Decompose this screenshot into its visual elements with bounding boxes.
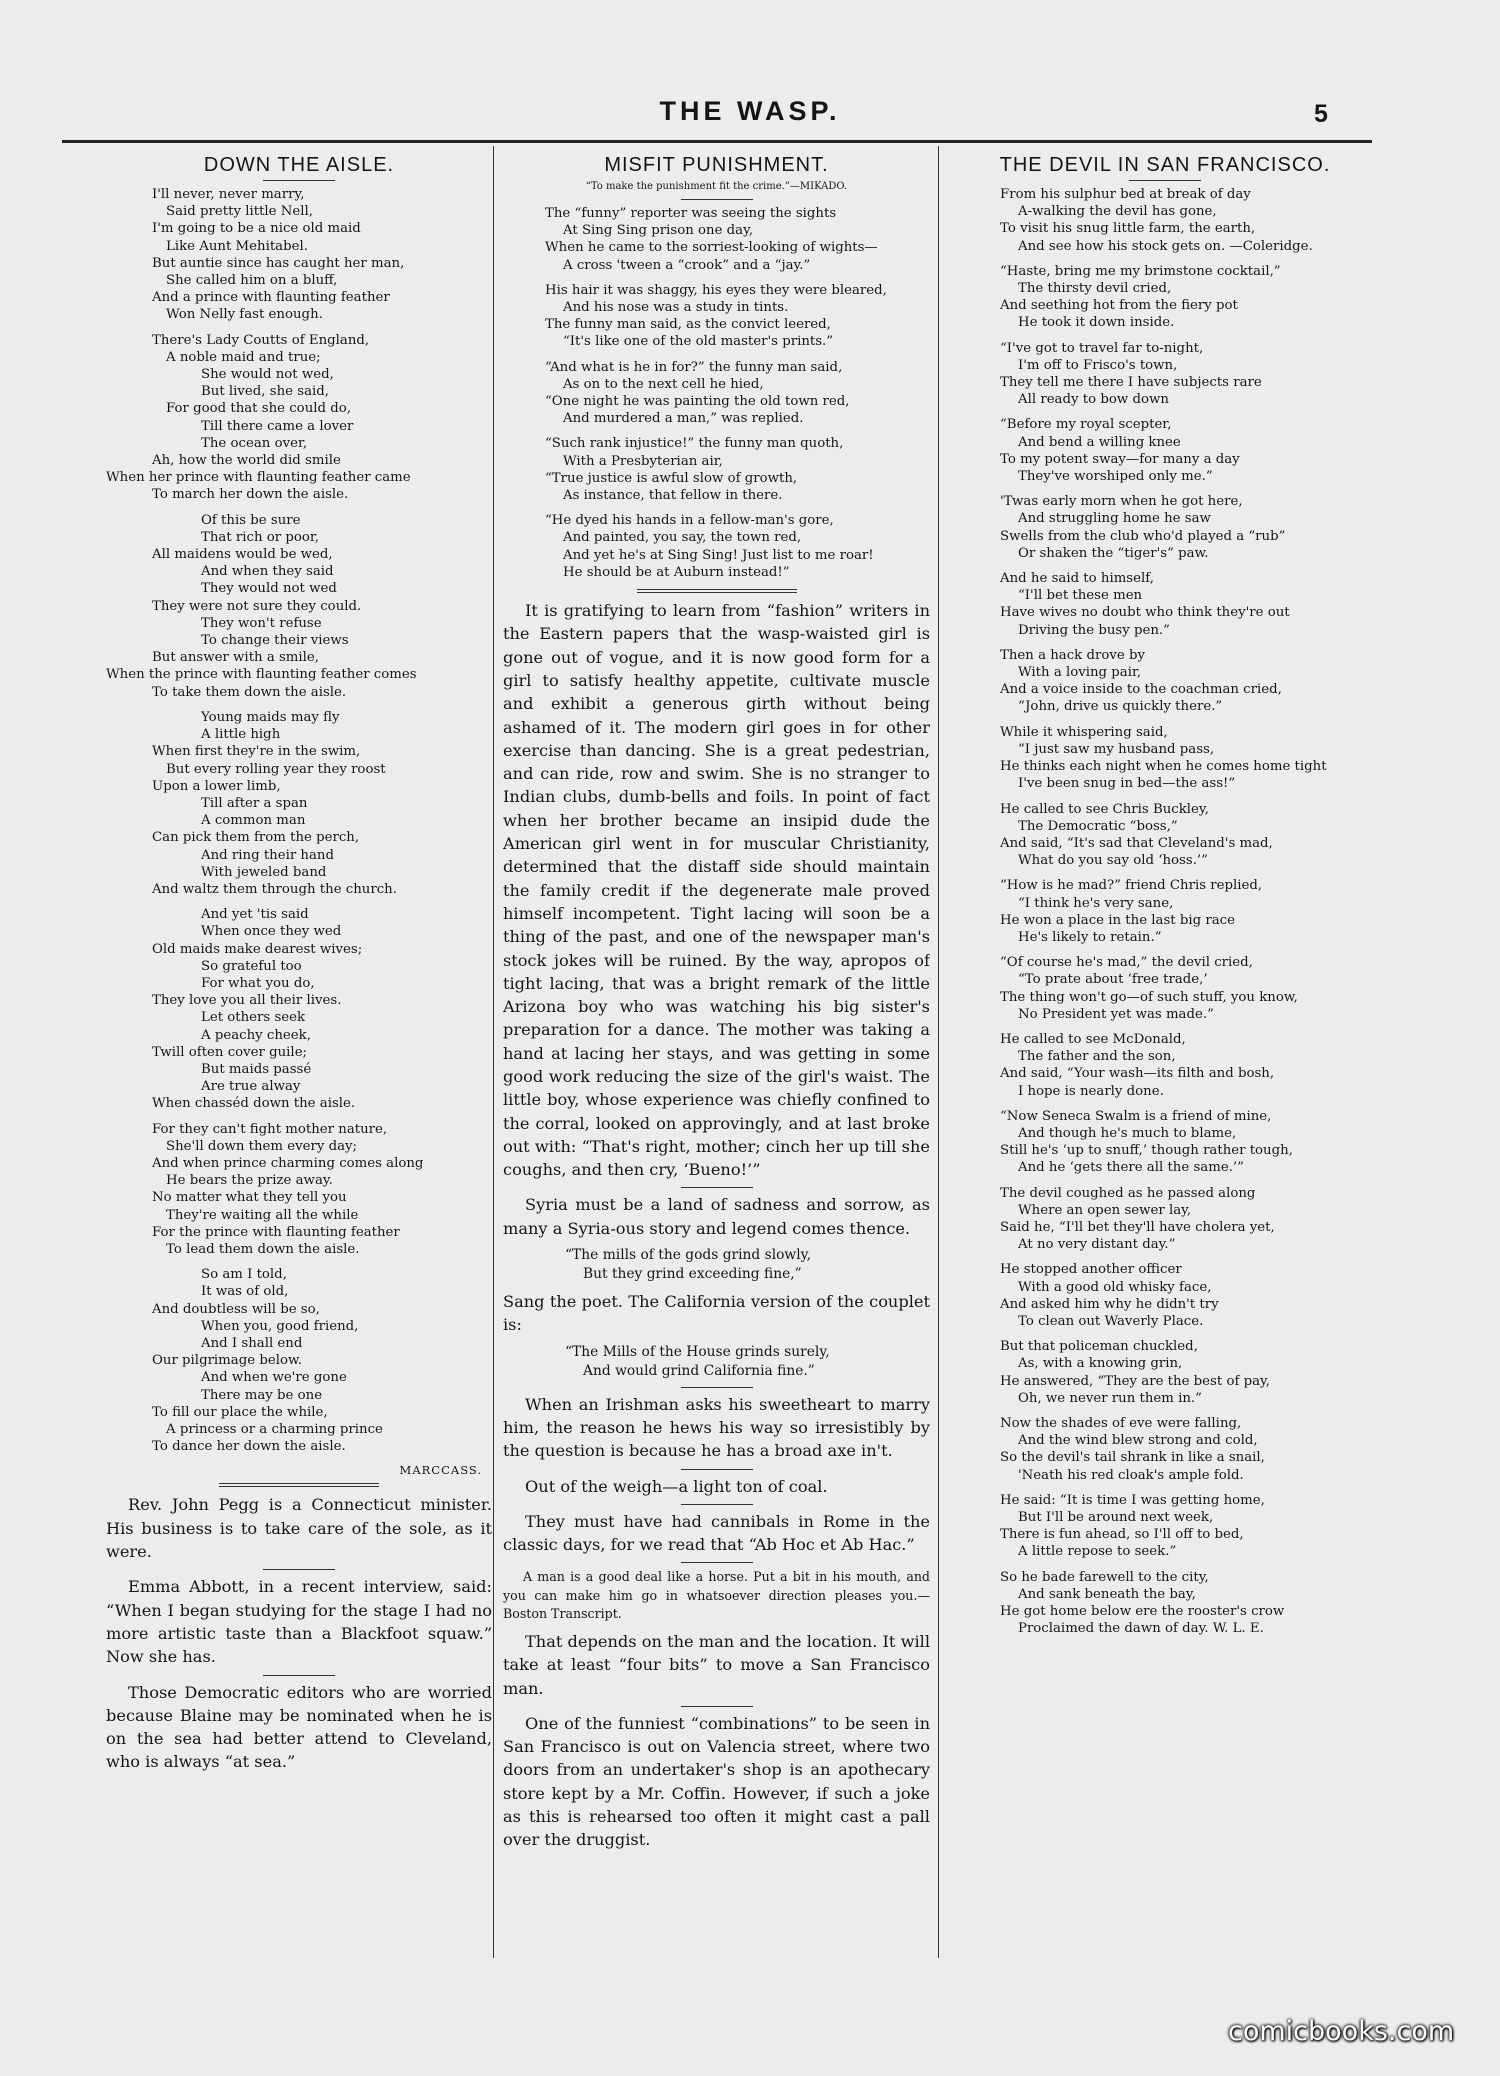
verse-line: And his nose was a study in tints. <box>563 300 789 316</box>
verse-line: To lead them down the aisle. <box>166 1241 360 1257</box>
verse-line: She would not wed, <box>201 367 334 383</box>
verse-line: They love you all their lives. <box>152 993 342 1009</box>
verse-line: With a good old whisky face, <box>1018 1279 1212 1295</box>
verse-line: Swells from the club who'd played a “rub” <box>1000 528 1286 544</box>
item-rule <box>681 1504 753 1505</box>
stanza <box>106 709 492 898</box>
verse-line: No matter what they tell you <box>152 1190 347 1206</box>
verse-line: And bend a willing knee <box>1018 434 1181 450</box>
verse-line: And yet 'tis said <box>201 907 309 923</box>
verse-line: And asked him why he didn't try <box>1000 1296 1219 1312</box>
paragraph-cannibals: They must have had cannibals in Rome in the classic days, for we read that “Ab Hoc et Ab Hac.” <box>503 1511 930 1555</box>
verse-line: Of this be sure <box>201 512 301 528</box>
verse-line: “How is he mad?” friend Chris replied, <box>1000 878 1263 894</box>
verse-line: They're waiting all the while <box>166 1207 359 1223</box>
verse-line: He bears the prize away. <box>166 1173 333 1189</box>
verse-line: “One night he was painting the old town red, <box>545 394 850 410</box>
verse-line: And murdered a man,” was replied. <box>563 411 804 427</box>
verse-line: And see how his stock gets on. —Coleridge. <box>1018 238 1313 254</box>
verse-line: All maidens would be wed, <box>152 547 333 563</box>
verse-line: “True justice is awful slow of growth, <box>545 470 798 486</box>
stanza <box>960 801 1370 870</box>
verse-line: There's Lady Coutts of England, <box>152 332 370 348</box>
verse-line: And doubtless will be so, <box>152 1301 320 1317</box>
stanza <box>960 954 1370 1023</box>
verse-line: To clean out Waverly Place. <box>1018 1313 1204 1329</box>
verse-line: The thing won't go—of such stuff, you know, <box>1000 989 1298 1005</box>
section-rule <box>219 1483 379 1487</box>
verse-line: But they grind exceeding fine,” <box>583 1266 802 1283</box>
verse-line: That rich or poor, <box>201 529 320 545</box>
stanza <box>960 724 1370 793</box>
verse-line: He answered, “They are the best of pay, <box>1000 1373 1271 1389</box>
verse-line: She called him on a bluff, <box>166 273 338 289</box>
verse-line: And yet he's at Sing Sing! Just list to me roar! <box>563 547 874 563</box>
stanza <box>960 570 1370 639</box>
poem-title-down-the-aisle: DOWN THE AISLE. <box>203 154 395 176</box>
verse-line: And ring their hand <box>201 847 334 863</box>
verse-line: Won Nelly fast enough. <box>166 307 323 323</box>
verse-line: With jeweled band <box>201 864 327 880</box>
paragraph-john-pegg: Rev. John Pegg is a Connecticut minister. His business is to take care of the sole, as it were. <box>106 1495 492 1562</box>
verse-line: The “funny” reporter was seeing the sights <box>545 206 837 221</box>
verse-line: He stopped another officer <box>1000 1262 1182 1278</box>
quote-mills-of-the-gods <box>503 1246 930 1284</box>
verse-line: “I'll bet these men <box>1018 588 1143 604</box>
item-rule <box>681 1387 753 1388</box>
poem-down-the-aisle <box>106 186 492 1455</box>
paragraph-emma-abbott: Emma Abbott, in a recent interview, said: “When I began studying for the stage I had no more artistic taste than a Blackfoot squaw.” Now she has. <box>106 1577 492 1667</box>
verse-line: Let others seek <box>201 1010 306 1026</box>
verse-line: “Now Seneca Swalm is a friend of mine, <box>1000 1108 1272 1124</box>
verse-line: Oh, we never run them in.” <box>1018 1390 1202 1406</box>
paragraph-democratic-editors: Those Democratic editors who are worried because Blaine may be nominated when he is on the sea had better attend to Cleveland, who is always “at sea.” <box>106 1682 492 1772</box>
verse-line: The ocean over, <box>201 435 308 451</box>
column-divider-right <box>938 146 939 1958</box>
verse-line: They won't refuse <box>201 615 322 631</box>
stanza <box>960 1338 1370 1407</box>
verse-line: Where an open sewer lay, <box>1018 1202 1192 1218</box>
verse-line: A-walking the devil has gone, <box>1018 204 1217 220</box>
title-rule <box>263 180 335 181</box>
verse-line: They tell me there I have subjects rare <box>1000 375 1262 391</box>
verse-line: And waltz them through the church. <box>152 881 397 897</box>
verse-line: But maids passé <box>201 1061 312 1077</box>
verse-line: So grateful too <box>201 958 302 974</box>
verse-line: They were not sure they could. <box>152 598 362 614</box>
epigraph: “To make the punishment fit the crime.”—MIKADO. <box>585 181 848 192</box>
verse-line: But lived, she said, <box>201 384 329 400</box>
verse-line: Still he's ‘up to snuff,’ though rather tough, <box>1000 1143 1293 1159</box>
verse-line: And sank beneath the bay, <box>1018 1586 1196 1602</box>
verse-line: To march her down the aisle. <box>152 487 349 503</box>
paragraph-horse-quote: A man is a good deal like a horse. Put a bit in his mouth, and you can make him go in whatsoever direction pleases you.—Boston Transcript. <box>503 1569 930 1622</box>
verse-line: And would grind California fine.” <box>583 1362 815 1379</box>
paragraph-wasp-waisted-girl: It is gratifying to learn from “fashion” writers in the Eastern papers that the wasp-waisted girl is gone out of vogue, and it is now good form for a girl to satisfy healthy appetite, cultivate muscle and exhibit a generous girth without being ashamed of it. The modern girl goes in for other exercise than dancing. She is a great pedestrian, and can ride, row and swim. She is no stranger to Indian clubs, dumb-bells and foils. In point of fact when her brother became an insipid dude the American girl went in for muscular Christianity, determined that the distaff side should maintain the family credit if the degenerate male proved himself incompetent. Tight lacing will soon be a thing of the past, and one of the newspaper man's stock jokes will be ruined. By the way, apropos of tight lacing, that was a bright remark of the little Arizona boy who was watching his big sister's preparation for a dance. The mother was taking a hand at lacing her stays, and was getting in some good work reducing the size of the girl's waist. The little boy, whose experience was chiefly confined to the corral, looked on approvingly, and at last broke out with: “That's right, mother; cinch her up till she coughs, and then cry, ‘Bueno!’” <box>503 601 930 1180</box>
verse-line: “The Mills of the House grinds surely, <box>565 1343 830 1360</box>
verse-line: I hope is nearly done. <box>1018 1083 1164 1099</box>
section-rule <box>637 589 797 593</box>
verse-line: 'Twas early morn when he got here, <box>1000 494 1243 510</box>
verse-line: To take them down the aisle. <box>152 684 347 700</box>
verse-line: And he said to himself, <box>1000 571 1154 587</box>
verse-line: And though he's much to blame, <box>1018 1125 1237 1141</box>
stanza <box>960 1492 1370 1561</box>
verse-line: “I think he's very sane, <box>1018 895 1174 911</box>
column-devil-in-san-francisco <box>960 154 1370 1970</box>
verse-line: But answer with a smile, <box>152 650 320 666</box>
poem-signature: MARCCASS. <box>399 1463 482 1478</box>
verse-line: Old maids make dearest wives; <box>152 941 363 957</box>
verse-line: They've worshiped only me.” <box>1018 469 1213 485</box>
verse-line: As instance, that fellow in there. <box>563 488 783 504</box>
verse-line: With a loving pair, <box>1018 665 1142 681</box>
verse-line: He should be at Auburn instead!” <box>563 564 790 580</box>
verse-line: And I shall end <box>201 1336 303 1351</box>
verse-line: And he ‘gets there all the same.’” <box>1018 1160 1244 1176</box>
verse-line: For they can't fight mother nature, <box>152 1121 388 1137</box>
verse-line: The father and the son, <box>1018 1049 1176 1065</box>
paragraph-weigh: Out of the weigh—a light ton of coal. <box>525 1476 828 1496</box>
verse-line: And struggling home he saw <box>1018 511 1211 527</box>
verse-line: Till there came a lover <box>201 418 354 434</box>
verse-line: And said, “It's sad that Cleveland's mad, <box>1000 835 1273 851</box>
verse-line: Proclaimed the dawn of day. W. L. E. <box>1018 1621 1264 1637</box>
verse-line: She'll down them every day; <box>166 1138 358 1154</box>
stanza <box>106 332 492 504</box>
stanza <box>960 416 1370 485</box>
verse-line: “Such rank injustice!” the funny man quoth, <box>545 436 844 452</box>
poem-title-devil-in-san-francisco: THE DEVIL IN SAN FRANCISCO. <box>999 154 1331 176</box>
stanza <box>960 1185 1370 1254</box>
verse-line: A common man <box>201 813 306 829</box>
paragraph-syria: Syria must be a land of sadness and sorrow, as many a Syria-ous story and legend comes thence. <box>503 1195 930 1238</box>
item-rule <box>263 1569 335 1570</box>
verse-line: A peachy cheek, <box>201 1027 311 1043</box>
stanza <box>503 359 930 428</box>
column-down-the-aisle <box>106 154 492 1980</box>
verse-line: To my potent sway—for many a day <box>1000 451 1240 467</box>
stanza <box>503 282 930 351</box>
verse-line: Twill often cover guile; <box>152 1044 308 1060</box>
title-rule <box>681 199 753 200</box>
verse-line: As, with a knowing grin, <box>1018 1356 1183 1372</box>
verse-line: “It's like one of the old master's prints.” <box>563 334 834 350</box>
poem-title-misfit-punishment: MISFIT PUNISHMENT. <box>604 154 829 176</box>
verse-line: So am I told, <box>201 1267 287 1283</box>
verse-line: He thinks each night when he comes home tight <box>1000 759 1327 775</box>
verse-line: As on to the next cell he hied, <box>563 376 764 392</box>
stanza <box>960 647 1370 716</box>
verse-line: So the devil's tail shrank in like a snail, <box>1000 1450 1265 1466</box>
verse-line: He got home below ere the rooster's crow <box>1000 1604 1285 1620</box>
verse-line: His hair it was shaggy, his eyes they were bleared, <box>545 282 887 298</box>
stanza <box>106 1121 492 1259</box>
verse-line: And a voice inside to the coachman cried, <box>1000 682 1282 698</box>
stanza <box>960 263 1370 332</box>
verse-line: At Sing Sing prison one day, <box>563 223 754 239</box>
verse-line: To fill our place the while, <box>152 1404 328 1420</box>
verse-line: “John, drive us quickly there.” <box>1018 699 1223 715</box>
verse-line: I've been snug in bed—the ass!” <box>1018 776 1236 792</box>
verse-line: And painted, you say, the town red, <box>563 530 802 546</box>
column-divider-left <box>493 146 494 1958</box>
stanza <box>106 1266 492 1455</box>
verse-line: Like Aunt Mehitabel. <box>166 238 308 254</box>
verse-line: And when they said <box>201 564 334 580</box>
verse-line: No President yet was made.” <box>1018 1006 1214 1022</box>
stanza <box>960 493 1370 562</box>
verse-line: He's likely to retain.” <box>1018 929 1162 945</box>
verse-line: For good that she could do, <box>166 401 351 417</box>
stanza <box>960 340 1370 409</box>
masthead-title: THE WASP. <box>659 96 841 126</box>
verse-line: When the prince with flaunting feather comes <box>106 667 417 683</box>
verse-line: For the prince with flaunting feather <box>152 1224 400 1240</box>
verse-line: But auntie since has caught her man, <box>152 255 405 271</box>
verse-line: From his sulphur bed at break of day <box>1000 187 1251 202</box>
verse-line: “I've got to travel far to-night, <box>1000 340 1204 356</box>
stanza <box>960 1031 1370 1100</box>
verse-line: There is fun ahead, so I'll off to bed, <box>1000 1527 1244 1543</box>
stanza <box>503 205 930 274</box>
verse-line: Said he, “I'll bet they'll have cholera yet, <box>1000 1219 1275 1235</box>
stanza <box>960 1569 1370 1638</box>
verse-line: I'm off to Frisco's town, <box>1018 357 1178 373</box>
verse-line: But every rolling year they roost <box>166 761 386 777</box>
verse-line: And when we're gone <box>201 1370 347 1386</box>
verse-line: He took it down inside. <box>1018 315 1175 331</box>
item-rule <box>681 1562 753 1563</box>
verse-line: “The mills of the gods grind slowly, <box>565 1247 812 1264</box>
verse-line: “Of course he's mad,” the devil cried, <box>1000 955 1253 971</box>
verse-line: Said pretty little Nell, <box>166 204 313 220</box>
stanza <box>960 877 1370 946</box>
verse-line: What do you say old ‘hoss.’” <box>1018 853 1208 869</box>
verse-line: Driving the busy pen.” <box>1018 622 1170 638</box>
verse-line: Then a hack drove by <box>1000 647 1145 663</box>
poem-devil-in-san-francisco <box>960 186 1370 1637</box>
stanza <box>106 512 492 701</box>
verse-line: “He dyed his hands in a fellow-man's gore, <box>545 513 834 529</box>
verse-line: Young maids may fly <box>201 709 340 725</box>
verse-line: He won a place in the last big race <box>1000 912 1235 928</box>
verse-line: When her prince with flaunting feather came <box>106 470 411 486</box>
quote-mills-of-the-house <box>503 1343 930 1381</box>
verse-line: 'Neath his red cloak's ample fold. <box>1018 1467 1244 1483</box>
site-watermark: comicbooks.com <box>1228 2016 1455 2047</box>
verse-line: But that policeman chuckled, <box>1000 1339 1198 1355</box>
verse-line: Have wives no doubt who think they're out <box>1000 605 1290 621</box>
column-misfit-punishment <box>503 154 930 1964</box>
verse-line: The devil coughed as he passed along <box>1000 1185 1256 1201</box>
verse-line: And said, “Your wash—its filth and bosh, <box>1000 1066 1275 1082</box>
verse-line: “Before my royal scepter, <box>1000 417 1172 433</box>
stanza <box>503 435 930 504</box>
stanza <box>960 1415 1370 1484</box>
verse-line: When you, good friend, <box>201 1318 359 1334</box>
verse-line: But I'll be around next week, <box>1018 1510 1214 1526</box>
item-rule <box>681 1469 753 1470</box>
verse-line: Now the shades of eve were falling, <box>1000 1416 1242 1431</box>
title-rule <box>1129 180 1201 181</box>
verse-line: A cross 'tween a “crook” and a “jay.” <box>563 257 811 273</box>
verse-line: He said: “It is time I was getting home, <box>1000 1492 1265 1508</box>
verse-line: He called to see Chris Buckley, <box>1000 801 1209 817</box>
stanza <box>960 1108 1370 1177</box>
verse-line: They would not wed <box>201 581 337 597</box>
verse-line: At no very distant day.” <box>1018 1237 1176 1253</box>
verse-line: Are true alway <box>201 1079 301 1095</box>
verse-line: “And what is he in for?” the funny man said, <box>545 359 843 375</box>
item-rule <box>681 1706 753 1707</box>
verse-line: “To prate about ‘free trade,’ <box>1018 972 1208 988</box>
verse-line: And when prince charming comes along <box>152 1155 424 1171</box>
verse-line: The funny man said, as the convict leered, <box>545 317 831 333</box>
verse-line: It was of old, <box>201 1284 289 1300</box>
stanza <box>106 906 492 1112</box>
verse-line: For what you do, <box>201 975 315 991</box>
verse-line: I'm going to be a nice old maid <box>152 221 361 237</box>
verse-line: When he came to the sorriest-looking of wights— <box>545 240 878 256</box>
page-number: 5 <box>1314 100 1328 128</box>
verse-line: He called to see McDonald, <box>1000 1031 1186 1047</box>
stanza <box>960 1261 1370 1330</box>
header-rule <box>62 140 1372 143</box>
poem-misfit-punishment <box>503 205 930 581</box>
verse-line: A noble maid and true; <box>166 349 321 365</box>
verse-line: A princess or a charming prince <box>166 1422 383 1438</box>
verse-line: To dance her down the aisle. <box>152 1439 346 1455</box>
verse-line: I'll never, never marry, <box>152 187 305 202</box>
paragraph-combinations: One of the funniest “combinations” to be seen in San Francisco is out on Valencia street, where two doors from an undertaker's shop is an apothecary store kept by a Mr. Coffin. However, if such a joke as this is rehearsed too often it might cast a pall over the druggist. <box>503 1713 930 1850</box>
verse-line: Upon a lower limb, <box>152 778 281 794</box>
verse-line: “Haste, bring me my brimstone cocktail,” <box>1000 263 1281 279</box>
item-rule <box>681 1187 753 1188</box>
verse-line: When once they wed <box>201 924 342 940</box>
stanza <box>960 186 1370 255</box>
verse-line: When chasséd down the aisle. <box>152 1096 356 1112</box>
verse-line: A little high <box>201 727 281 743</box>
item-rule <box>263 1675 335 1676</box>
verse-line: Or shaken the “tiger's” paw. <box>1018 545 1209 561</box>
paragraph-four-bits: That depends on the man and the location. It will take at least “four bits” to move a San Francisco man. <box>503 1631 930 1698</box>
verse-line: Till after a span <box>201 795 308 811</box>
verse-line: The Democratic “boss,” <box>1018 818 1178 834</box>
verse-line: While it whispering said, <box>1000 724 1168 740</box>
verse-line: The thirsty devil cried, <box>1018 281 1172 297</box>
stanza <box>106 186 492 324</box>
verse-line: And the wind blew strong and cold, <box>1018 1433 1258 1449</box>
verse-line: Ah, how the world did smile <box>152 453 341 469</box>
verse-line: With a Presbyterian air, <box>563 453 723 469</box>
verse-line: To change their views <box>201 633 349 649</box>
verse-line: There may be one <box>201 1387 323 1403</box>
paragraph-irishman: When an Irishman asks his sweetheart to marry him, the reason he hews his way so irresistibly by the question is because he has a broad axe in't. <box>503 1394 930 1461</box>
verse-line: And seething hot from the fiery pot <box>1000 298 1238 314</box>
verse-line: A little repose to seek.” <box>1018 1544 1177 1560</box>
verse-line: Our pilgrimage below. <box>152 1353 302 1369</box>
verse-line: When first they're in the swim, <box>152 744 361 760</box>
verse-line: “I just saw my husband pass, <box>1018 741 1215 757</box>
stanza <box>503 512 930 581</box>
verse-line: All ready to bow down <box>1018 392 1169 408</box>
paragraph-sang-the-poet: Sang the poet. The California version of the couplet is: <box>503 1292 930 1335</box>
verse-line: Can pick them from the perch, <box>152 830 360 846</box>
verse-line: To visit his snug little farm, the earth, <box>1000 221 1256 237</box>
verse-line: So he bade farewell to the city, <box>1000 1569 1209 1585</box>
verse-line: And a prince with flaunting feather <box>152 290 390 306</box>
